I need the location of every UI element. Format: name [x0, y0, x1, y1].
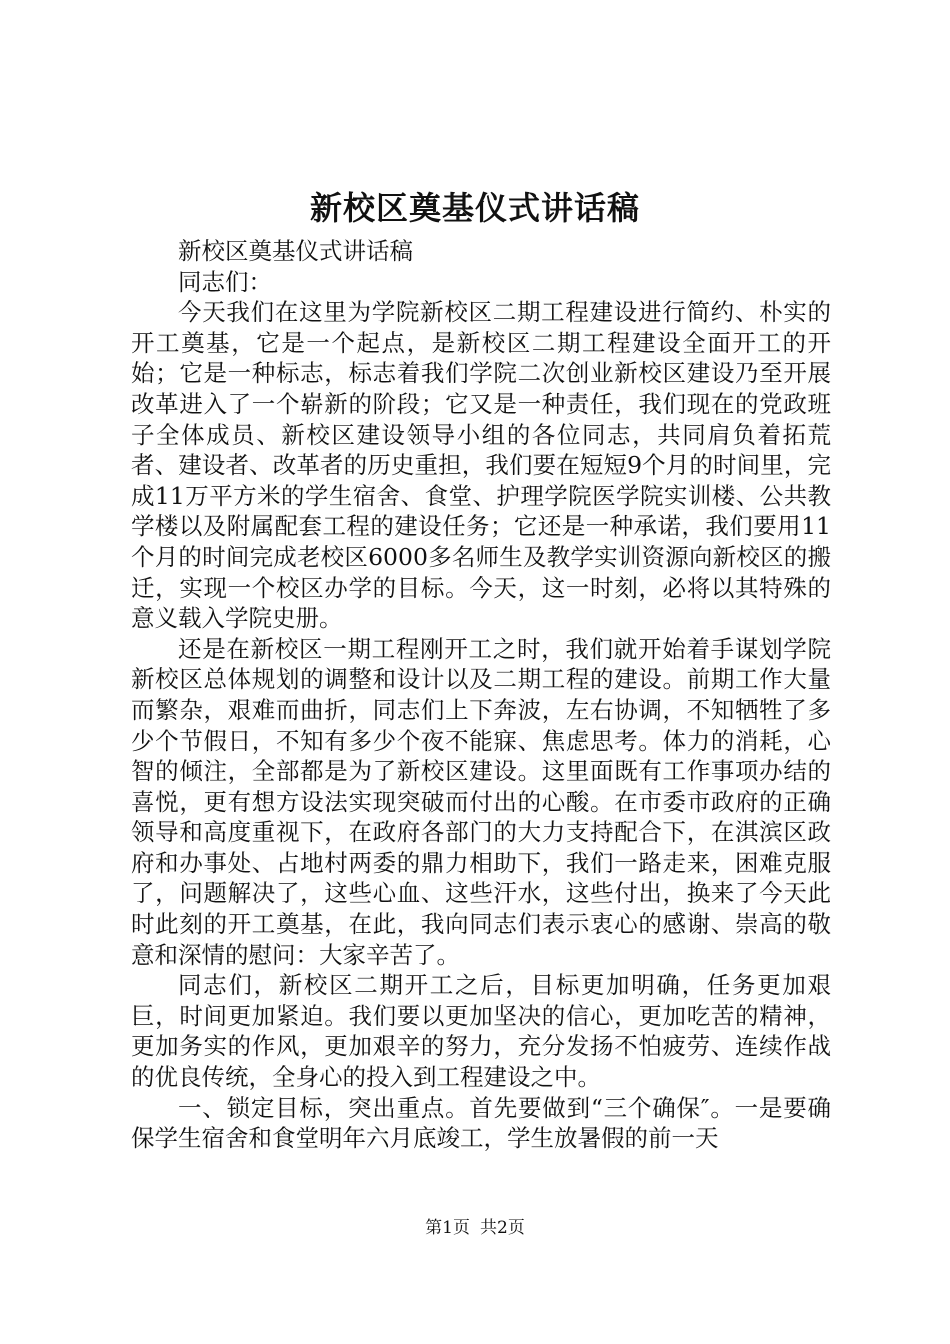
paragraph: 今天我们在这里为学院新校区二期工程建设进行简约、朴实的开工奠基，它是一个起点，是新校区二期工程建设全面开工的开始；它是一种标志，标志着我们学院二次创业新校区建设乃至开展改革进入了一个崭新的阶段；它又是一种责任，我们现在的党政班子全体成员、新校区建设领导小组的各位同志，共同肩负着拓荒者、建设者、改革者的历史重担，我们要在短短9个月的时间里，完成11万平方米的学生宿舍、食堂、护理学院医学院实训楼、公共教学楼以及附属配套工程的建设任务；它还是一种承诺，我们要用11个月的时间完成老校区6000多名师生及教学实训资源向新校区的搬迁，实现一个校区办学的目标。今天，这一时刻，必将以其特殊的意义载入学院史册。 — [131, 298, 831, 633]
paragraph: 还是在新校区一期工程刚开工之时，我们就开始着手谋划学院新校区总体规划的调整和设计以及二期工程的建设。前期工作大量而繁杂，艰难而曲折，同志们上下奔波，左右协调，不知牺牲了多少个节假日，不知有多少个夜不能寐、焦虑思考。体力的消耗，心智的倾注，全部都是为了新校区建设。这里面既有工作事项办结的喜悦，更有想方设法实现突破而付出的心酸。在市委市政府的正确领导和高度重视下，在政府各部门的大力支持配合下，在淇滨区政府和办事处、占地村两委的鼎力相助下，我们一路走来，困难克服了，问题解决了，这些心血、这些汗水，这些付出，换来了今天此时此刻的开工奠基，在此，我向同志们表示衷心的感谢、崇高的敬意和深情的慰问：大家辛苦了。 — [131, 634, 831, 969]
document-title: 新校区奠基仪式讲话稿 — [309, 189, 640, 227]
paragraph: 同志们，新校区二期开工之后，目标更加明确，任务更加艰巨，时间更加紧迫。我们要以更加坚决的信心，更加吃苦的精神，更加务实的作风，更加艰辛的努力，充分发扬不怕疲劳、连续作战的优良传统，全身心的投入到工程建设之中。 — [131, 971, 831, 1092]
paragraph-salutation: 同志们： — [178, 267, 272, 296]
page-number: 第1页 — [425, 1218, 470, 1238]
paragraph: 一、锁定目标，突出重点。首先要做到“三个确保″。一是要确保学生宿舍和食堂明年六月底竣工，学生放暑假的前一天 — [131, 1093, 831, 1153]
paragraph-subtitle: 新校区奠基仪式讲话稿 — [178, 237, 413, 265]
document-body — [131, 236, 831, 1154]
page-footer — [0, 1216, 950, 1240]
page-total: 共2页 — [480, 1218, 525, 1238]
